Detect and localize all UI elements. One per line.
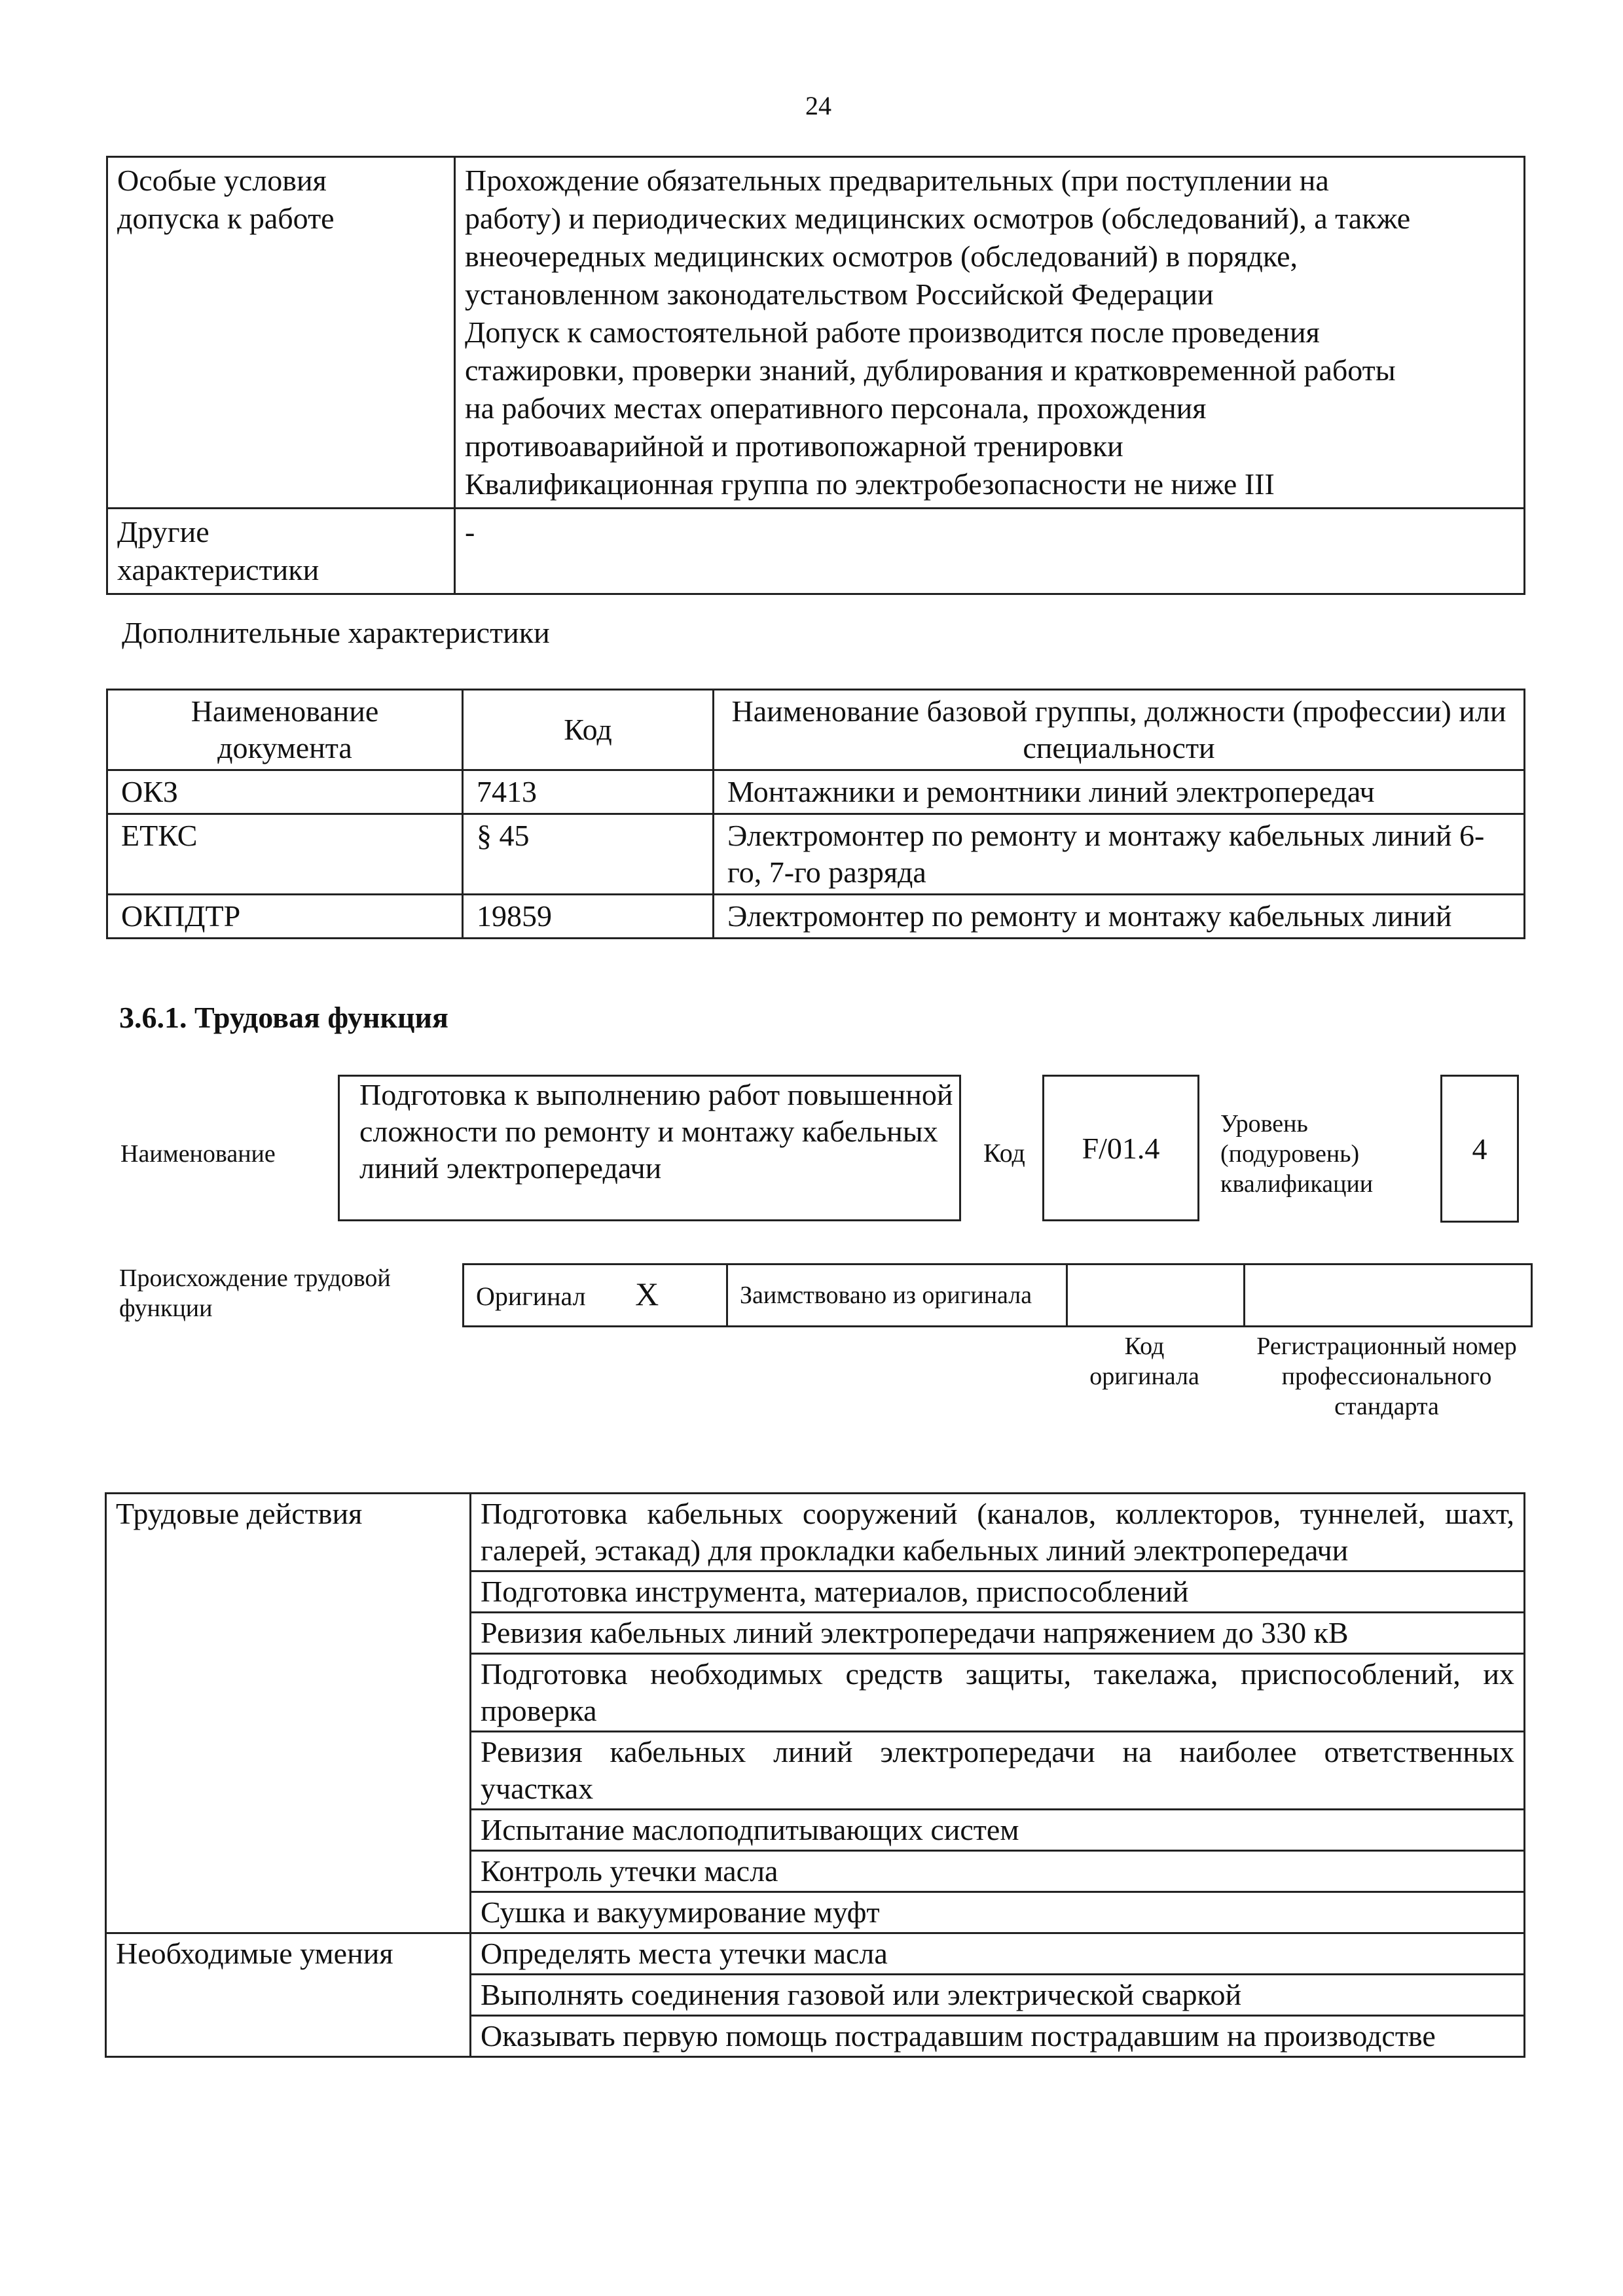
qualification-level-value: 4	[1440, 1075, 1519, 1223]
action-item: Испытание маслоподпитывающих систем	[471, 1810, 1525, 1851]
function-origin-label: Происхождение трудовой функции	[119, 1265, 391, 1322]
page-number: 24	[805, 91, 831, 120]
skill-item: Оказывать первую помощь пострадавшим пострадавшим на производстве	[471, 2016, 1525, 2057]
cell-line: -	[465, 515, 475, 548]
reg-number-caption: Регистрационный номер профессионального стандарта	[1256, 1333, 1517, 1420]
code-original-caption: Код оригинала	[1089, 1333, 1199, 1390]
action-item: Ревизия кабельных линий электропередачи напряжением до 330 кВ	[471, 1613, 1525, 1654]
action-item: Ревизия кабельных линий электропередачи на наиболее ответственных участках	[471, 1732, 1525, 1810]
cell-line: на рабочих местах оперативного персонала, прохождения	[465, 391, 1207, 425]
cell-line: допуска к работе	[117, 202, 335, 235]
original-mark: X	[635, 1276, 659, 1312]
cell-line: характеристики	[117, 553, 319, 586]
table-row	[107, 157, 1525, 509]
table-row	[464, 1265, 1532, 1327]
additional-characteristics-title: Дополнительные характеристики	[122, 616, 550, 649]
cell-line: Другие	[117, 515, 210, 548]
cell-line: Особые условия	[117, 164, 327, 197]
skill-item: Определять места утечки масла	[471, 1933, 1525, 1975]
doc-cell: ОКПДТР	[107, 895, 463, 939]
name-cell: Монтажники и ремонтники линий электропередач	[714, 770, 1525, 814]
table-row	[107, 895, 1525, 939]
original-cell	[464, 1265, 727, 1327]
cell-line: Прохождение обязательных предварительных (при поступлении на	[465, 164, 1329, 197]
origin-table	[462, 1263, 1533, 1327]
original-label: Оригинал	[476, 1282, 586, 1311]
table-row	[107, 814, 1525, 895]
code-cell: 7413	[463, 770, 714, 814]
table-cell-value	[455, 509, 1525, 594]
table-row	[106, 1933, 1525, 1975]
table-row	[107, 770, 1525, 814]
table-cell-label	[107, 509, 455, 594]
function-name-label: Наименование	[120, 1140, 276, 1168]
code-original-cell	[1067, 1265, 1245, 1327]
cell-line: стажировки, проверки знаний, дублирования и кратковременной работы	[465, 353, 1396, 387]
cell-line: установленном законодательством Российской Федерации	[465, 278, 1214, 311]
name-cell: Электромонтер по ремонту и монтажу кабельных линий	[714, 895, 1525, 939]
qualification-level-label: Уровень (подуровень) квалификации	[1220, 1110, 1374, 1198]
name-cell: Электромонтер по ремонту и монтажу кабельных линий 6-го, 7-го разряда	[714, 814, 1525, 895]
function-code-label: Код	[983, 1138, 1025, 1168]
cell-line: Квалификационная группа по электробезопасности не ниже III	[465, 467, 1275, 501]
conditions-table	[106, 156, 1525, 595]
cell-line: противоаварийной и противопожарной тренировки	[465, 429, 1123, 463]
table-row	[106, 1494, 1525, 1571]
borrowed-label: Заимствовано из оригинала	[727, 1265, 1067, 1327]
cell-line: работу) и периодических медицинских осмотров (обследований), а также	[465, 202, 1411, 235]
code-cell: § 45	[463, 814, 714, 895]
doc-cell: ОКЗ	[107, 770, 463, 814]
function-name-value: Подготовка к выполнению работ повышенной сложности по ремонту и монтажу кабельных линий электропередачи	[338, 1075, 961, 1221]
column-header: Наименование базовой группы, должности (профессии) или специальности	[714, 690, 1525, 770]
code-cell: 19859	[463, 895, 714, 939]
action-item: Подготовка инструмента, материалов, приспособлений	[471, 1571, 1525, 1613]
cell-line: внеочередных медицинских осмотров (обследований) в порядке,	[465, 240, 1298, 273]
group-label-skills: Необходимые умения	[106, 1933, 471, 2057]
additional-characteristics-table	[106, 689, 1525, 939]
labor-function-heading: 3.6.1. Трудовая функция	[119, 1001, 448, 1034]
reg-number-cell	[1245, 1265, 1532, 1327]
labor-actions-table	[105, 1492, 1525, 2058]
column-header: Код	[463, 690, 714, 770]
column-header: Наименование документа	[107, 690, 463, 770]
cell-line: Допуск к самостоятельной работе производится после проведения	[465, 315, 1320, 349]
action-item: Подготовка необходимых средств защиты, такелажа, приспособлений, их проверка	[471, 1654, 1525, 1732]
table-cell-value	[455, 157, 1525, 509]
table-cell-label	[107, 157, 455, 509]
doc-cell: ЕТКС	[107, 814, 463, 895]
action-item: Контроль утечки масла	[471, 1851, 1525, 1892]
table-header-row	[107, 690, 1525, 770]
function-code-value: F/01.4	[1042, 1075, 1199, 1221]
action-item: Подготовка кабельных сооружений (каналов, коллекторов, туннелей, шахт, галерей, эстакад) для прокладки кабельных линий электропередачи	[471, 1494, 1525, 1571]
table-row	[107, 509, 1525, 594]
action-item: Сушка и вакуумирование муфт	[471, 1892, 1525, 1933]
skill-item: Выполнять соединения газовой или электрической сваркой	[471, 1975, 1525, 2016]
group-label-actions: Трудовые действия	[106, 1494, 471, 1933]
